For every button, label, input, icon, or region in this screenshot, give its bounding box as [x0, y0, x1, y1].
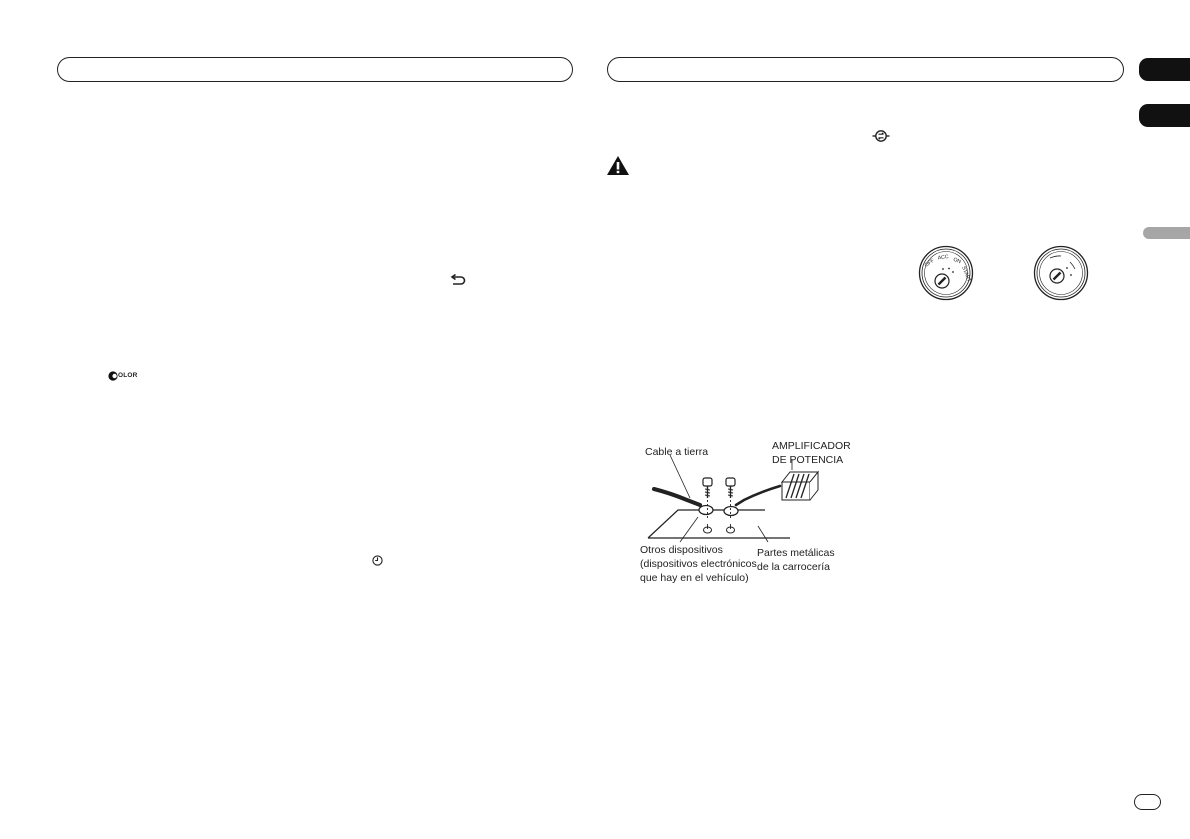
ignition-label-acc: ACC	[937, 254, 950, 262]
warning-triangle-icon	[606, 155, 630, 176]
clock-icon	[372, 555, 383, 566]
leader-metal-parts	[758, 526, 768, 542]
language-tab	[1143, 227, 1190, 239]
label-other-devices-line1: Otros dispositivos	[640, 544, 723, 556]
left-page-header	[57, 57, 573, 82]
label-ground-cable: Cable a tierra	[645, 446, 709, 458]
screw-left	[703, 478, 712, 498]
label-other-devices-line3: que hay en el vehículo)	[640, 572, 749, 584]
leader-ground-cable	[670, 455, 690, 498]
screw-right	[726, 478, 735, 498]
ground-terminal-right	[724, 507, 738, 516]
section-tab-2	[1139, 104, 1190, 127]
color-icon	[108, 371, 138, 381]
source-icon	[872, 129, 890, 143]
section-tab-1	[1139, 58, 1190, 81]
label-metal-parts-line1: Partes metálicas	[757, 547, 835, 559]
power-amplifier	[782, 472, 818, 500]
label-amplifier-line2: DE POTENCIA	[772, 454, 844, 466]
page-number-badge	[1134, 794, 1161, 810]
label-metal-parts-line2: de la carrocería	[757, 561, 830, 573]
label-amplifier-line1: AMPLIFICADOR	[772, 440, 851, 452]
return-arrow-icon	[450, 274, 466, 286]
ignition-label-start: START	[960, 265, 972, 284]
ground-terminal-left	[699, 506, 713, 515]
right-page-header	[607, 57, 1124, 82]
amplifier-cable	[736, 486, 780, 505]
color-icon-text: OLOR	[118, 372, 138, 379]
ignition-switch-no-acc-icon	[1033, 245, 1089, 301]
ignition-label-on: ON	[952, 256, 962, 266]
ignition-switch-acc-icon	[918, 245, 974, 301]
ground-cable	[654, 489, 700, 505]
label-other-devices-line2: (dispositivos electrónicos	[640, 558, 757, 570]
ignition-label-off: OFF	[923, 257, 936, 269]
grounding-diagram	[640, 460, 840, 555]
